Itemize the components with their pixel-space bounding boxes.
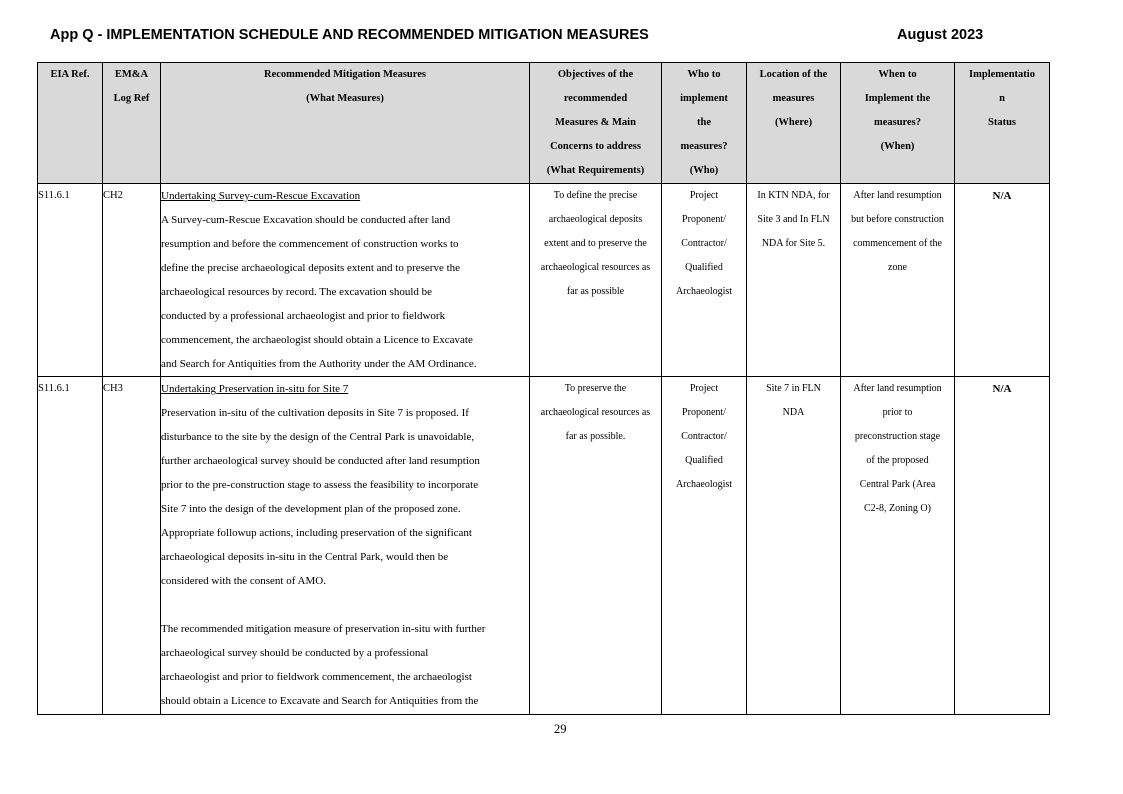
header-where: Location of the measures (Where) xyxy=(747,63,841,184)
cell-log-ref: CH2 xyxy=(103,184,161,377)
page-title: App Q - IMPLEMENTATION SCHEDULE AND RECOMMENDED MITIGATION MEASURES xyxy=(50,27,649,43)
cell-status: N/A xyxy=(955,184,1050,377)
cell-eia-ref: S11.6.1 xyxy=(38,184,103,377)
cell-where: Site 7 in FLN NDA xyxy=(747,377,841,715)
cell-objectives: To preserve the archaeological resources as far as possible. xyxy=(530,377,662,715)
cell-who: Project Proponent/ Contractor/ Qualified Archaeologist xyxy=(662,184,747,377)
header-objectives: Objectives of the recommended Measures & Main Concerns to address (What Requirements) xyxy=(530,63,662,184)
cell-where: In KTN NDA, for Site 3 and In FLN NDA for Site 5. xyxy=(747,184,841,377)
header-status: Implementatio n Status xyxy=(955,63,1050,184)
measure-title: Undertaking Survey-cum-Rescue Excavation xyxy=(161,190,361,202)
header-when: When to Implement the measures? (When) xyxy=(841,63,955,184)
cell-log-ref: CH3 xyxy=(103,377,161,715)
implementation-schedule-table xyxy=(37,62,1050,715)
header-measures: Recommended Mitigation Measures (What Measures) xyxy=(161,63,530,184)
cell-when: After land resumption but before construction commencement of the zone xyxy=(841,184,955,377)
cell-when: After land resumption prior to preconstruction stage of the proposed Central Park (Area C2-8, Zoning O) xyxy=(841,377,955,715)
page-number: 29 xyxy=(554,722,567,736)
measure-title: Undertaking Preservation in-situ for Site 7 xyxy=(161,383,349,395)
header-eia-ref: EIA Ref. xyxy=(38,63,103,184)
cell-who: Project Proponent/ Contractor/ Qualified Archaeologist xyxy=(662,377,747,715)
cell-status: N/A xyxy=(955,377,1050,715)
cell-measures: Undertaking Survey-cum-Rescue Excavation A Survey-cum-Rescue Excavation should be conducted after land resumption and before the commencement of construction works to define the precise archaeological deposits extent and to preserve the archaeological resources by record. The excavation should be conducted by a professional archaeologist and prior to fieldwork commencement, the archaeologist should obtain a Licence to Excavate and Search for Antiquities from the Authority under the AM Ordinance. xyxy=(161,184,530,377)
header-log-ref: EM&A Log Ref xyxy=(103,63,161,184)
table-row xyxy=(38,184,1050,377)
table-header-row xyxy=(38,63,1050,184)
cell-eia-ref: S11.6.1 xyxy=(38,377,103,715)
cell-measures: Undertaking Preservation in-situ for Site 7 Preservation in-situ of the cultivation deposits in Site 7 is proposed. If disturbance to the site by the design of the Central Park is unavoidable, further archaeological survey should be conducted after land resumption prior to the pre-construction stage to assess the feasibility to incorporate Site 7 into the design of the development plan of the proposed zone. Appropriate followup actions, including preservation of the significant archaeological deposits in-situ in the Central Park, would then be considered with the consent of AMO. The recommended mitigation measure of preservation in-situ with further archaeological survey should be conducted by a professional archaeologist and prior to fieldwork commencement, the archaeologist should obtain a Licence to Excavate and Search for Antiquities from the xyxy=(161,377,530,715)
page-date: August 2023 xyxy=(897,27,984,43)
table-row xyxy=(38,377,1050,715)
cell-objectives: To define the precise archaeological deposits extent and to preserve the archaeological resources as far as possible xyxy=(530,184,662,377)
header-who: Who to implement the measures? (Who) xyxy=(662,63,747,184)
